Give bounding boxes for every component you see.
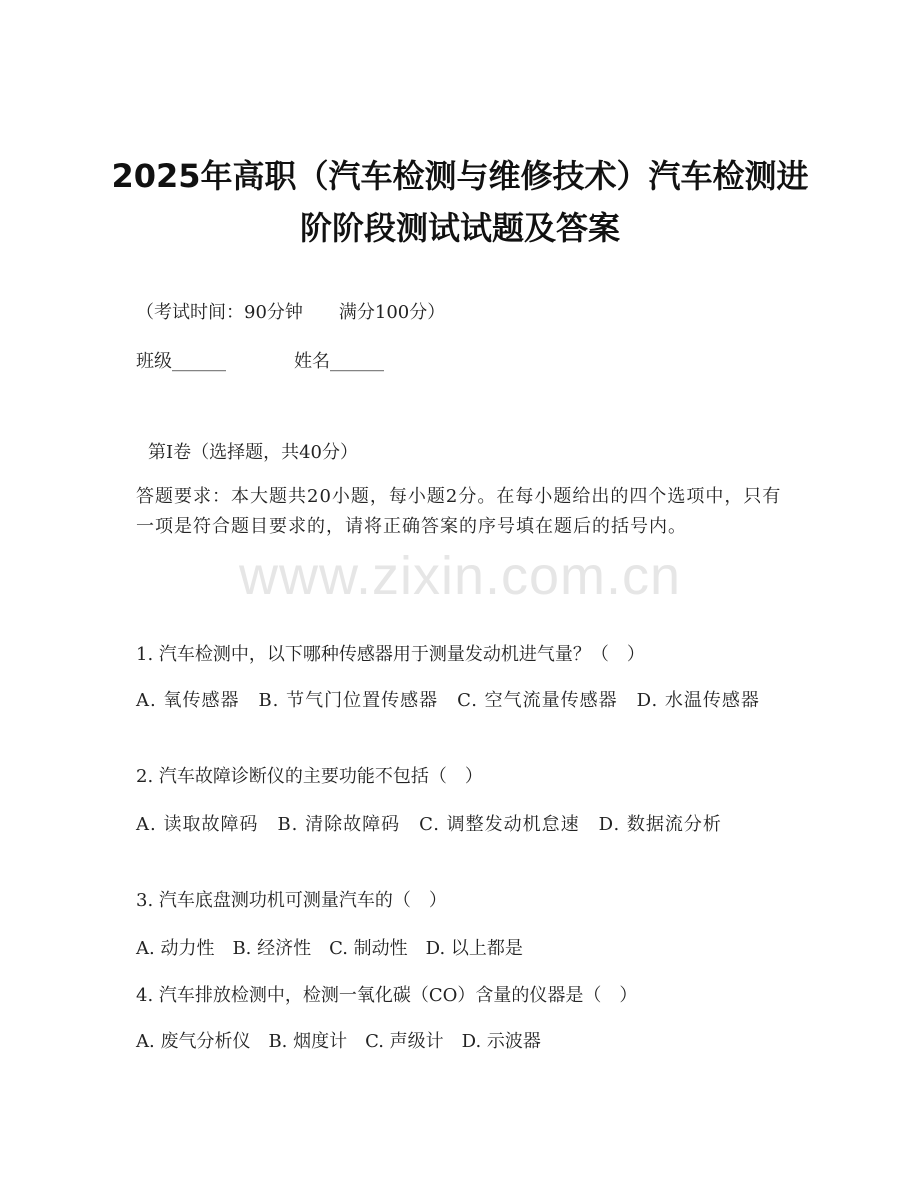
question-options: A. 氧传感器 B. 节气门位置传感器 C. 空气流量传感器 D. 水温传感器	[136, 690, 760, 711]
class-field: 班级______	[136, 351, 226, 372]
question-options: A. 动力性 B. 经济性 C. 制动性 D. 以上都是	[136, 938, 523, 959]
name-field: 姓名______	[294, 351, 384, 372]
question-stem: 2. 汽车故障诊断仪的主要功能不包括（ ）	[136, 766, 483, 787]
document-title: 2025年高职（汽车检测与维修技术）汽车检测进阶阶段测试试题及答案	[111, 157, 809, 247]
question-options: A. 废气分析仪 B. 烟度计 C. 声级计 D. 示波器	[136, 1031, 541, 1052]
instructions: 答题要求：本大题共20小题，每小题2分。在每小题给出的四个选项中，只有一项是符合题目要求的，请将正确答案的序号填在题后的括号内。	[136, 486, 782, 537]
exam-info: （考试时间：90分钟 满分100分）	[136, 302, 446, 323]
watermark: www.zixin.com.cn	[238, 546, 682, 606]
question-stem: 4. 汽车排放检测中，检测一氧化碳（CO）含量的仪器是（ ）	[136, 985, 638, 1006]
question-options: A. 读取故障码 B. 清除故障码 C. 调整发动机怠速 D. 数据流分析	[136, 814, 722, 835]
section-heading: 第Ⅰ卷（选择题，共40分）	[148, 442, 359, 463]
question-stem: 3. 汽车底盘测功机可测量汽车的（ ）	[136, 890, 447, 911]
question-stem: 1. 汽车检测中，以下哪种传感器用于测量发动机进气量？（ ）	[136, 644, 645, 665]
